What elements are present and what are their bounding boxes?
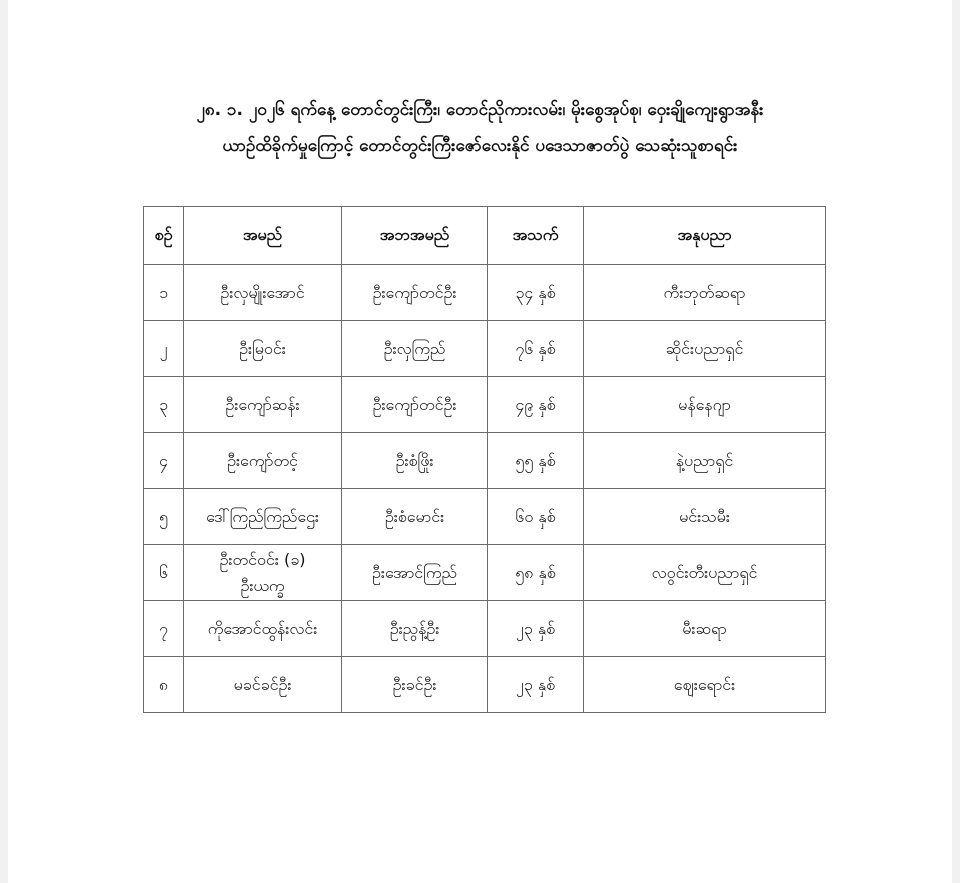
header-number: စဉ် bbox=[144, 207, 184, 265]
cell-father-name: ဦးခင်ဦး bbox=[342, 657, 488, 713]
cell-age: ၇၆ နှစ် bbox=[488, 321, 584, 377]
table-row bbox=[144, 657, 826, 713]
cell-art: လဝွင်းတီးပညာရှင် bbox=[584, 545, 826, 601]
table-row bbox=[144, 265, 826, 321]
cell-father-name: ဦးကျော်တင်ဦး bbox=[342, 377, 488, 433]
title-line-2: ယာဥ်ထိခိုက်မှုကြောင့် တောင်တွင်းကြီးဇော်လေးနိုင် ပဒေသာဇာတ်ပွဲ သေဆုံးသူစာရင်း bbox=[222, 136, 738, 156]
header-name: အမည် bbox=[184, 207, 342, 265]
header-father-name: အဘအမည် bbox=[342, 207, 488, 265]
cell-number: ၄ bbox=[144, 433, 184, 489]
cell-art: နဲ့ပညာရှင် bbox=[584, 433, 826, 489]
cell-name: ဦးကျော်ဆန်း bbox=[184, 377, 342, 433]
cell-age: ၅၅ နှစ် bbox=[488, 433, 584, 489]
cell-name: ဒေါ်ကြည်ကြည်ဌေး bbox=[184, 489, 342, 545]
cell-age: ၃၄ နှစ် bbox=[488, 265, 584, 321]
cell-father-name: ဦးအောင်ကြည် bbox=[342, 545, 488, 601]
victims-table bbox=[143, 206, 826, 713]
cell-age: ၂၃ နှစ် bbox=[488, 657, 584, 713]
cell-father-name: ဦးညွန့်ဦး bbox=[342, 601, 488, 657]
cell-number: ၇ bbox=[144, 601, 184, 657]
cell-name: ကိုအောင်ထွန်းလင်း bbox=[184, 601, 342, 657]
cell-name-line-1: ဦးတင်ဝင်း (ခ) bbox=[219, 549, 306, 569]
cell-father-name: ဦးစံဖြိုး bbox=[342, 433, 488, 489]
header-art: အနုပညာ bbox=[584, 207, 826, 265]
cell-number: ၂ bbox=[144, 321, 184, 377]
cell-number: ၅ bbox=[144, 489, 184, 545]
cell-father-name: ဦးစံမောင်း bbox=[342, 489, 488, 545]
cell-name: ဦးမြဝင်း bbox=[184, 321, 342, 377]
document-title bbox=[0, 92, 960, 164]
table-row bbox=[144, 489, 826, 545]
cell-art: ကီးဘုတ်ဆရာ bbox=[584, 265, 826, 321]
cell-art: ဈေးရောင်း bbox=[584, 657, 826, 713]
cell-age: ၅၈ နှစ် bbox=[488, 545, 584, 601]
cell-age: ၄၉ နှစ် bbox=[488, 377, 584, 433]
cell-name: မခင်ခင်ဦး bbox=[184, 657, 342, 713]
cell-name-line-2: ဦးယက္ခ bbox=[240, 575, 285, 595]
cell-number: ၆ bbox=[144, 545, 184, 601]
cell-number: ၈ bbox=[144, 657, 184, 713]
cell-art: မန်နေဂျာ bbox=[584, 377, 826, 433]
table-row bbox=[144, 545, 826, 601]
table-row bbox=[144, 377, 826, 433]
cell-name: ဦးလှမျိုးအောင် bbox=[184, 265, 342, 321]
cell-name: ဦးကျော်တင့် bbox=[184, 433, 342, 489]
cell-number: ၁ bbox=[144, 265, 184, 321]
cell-art: ဆိုင်းပညာရှင် bbox=[584, 321, 826, 377]
table-header-row bbox=[144, 207, 826, 265]
table-row bbox=[144, 321, 826, 377]
title-line-1: ၂၈. ၁. ၂၀၂၆ ရက်နေ့ တောင်တွင်းကြီး၊ တောင်ညိုကားလမ်း၊ မိုးစွေအုပ်စု၊ ဝှေးချိုကျေးရွာအနီး bbox=[196, 100, 764, 120]
cell-father-name: ဦးကျော်တင်ဦး bbox=[342, 265, 488, 321]
cell-age: ၆၀ နှစ် bbox=[488, 489, 584, 545]
cell-art: မီးဆရာ bbox=[584, 601, 826, 657]
cell-age: ၂၃ နှစ် bbox=[488, 601, 584, 657]
header-age: အသက် bbox=[488, 207, 584, 265]
table-row bbox=[144, 433, 826, 489]
cell-number: ၃ bbox=[144, 377, 184, 433]
cell-name bbox=[184, 545, 342, 601]
cell-art: မင်းသမီး bbox=[584, 489, 826, 545]
table-row bbox=[144, 601, 826, 657]
cell-father-name: ဦးလှကြည် bbox=[342, 321, 488, 377]
